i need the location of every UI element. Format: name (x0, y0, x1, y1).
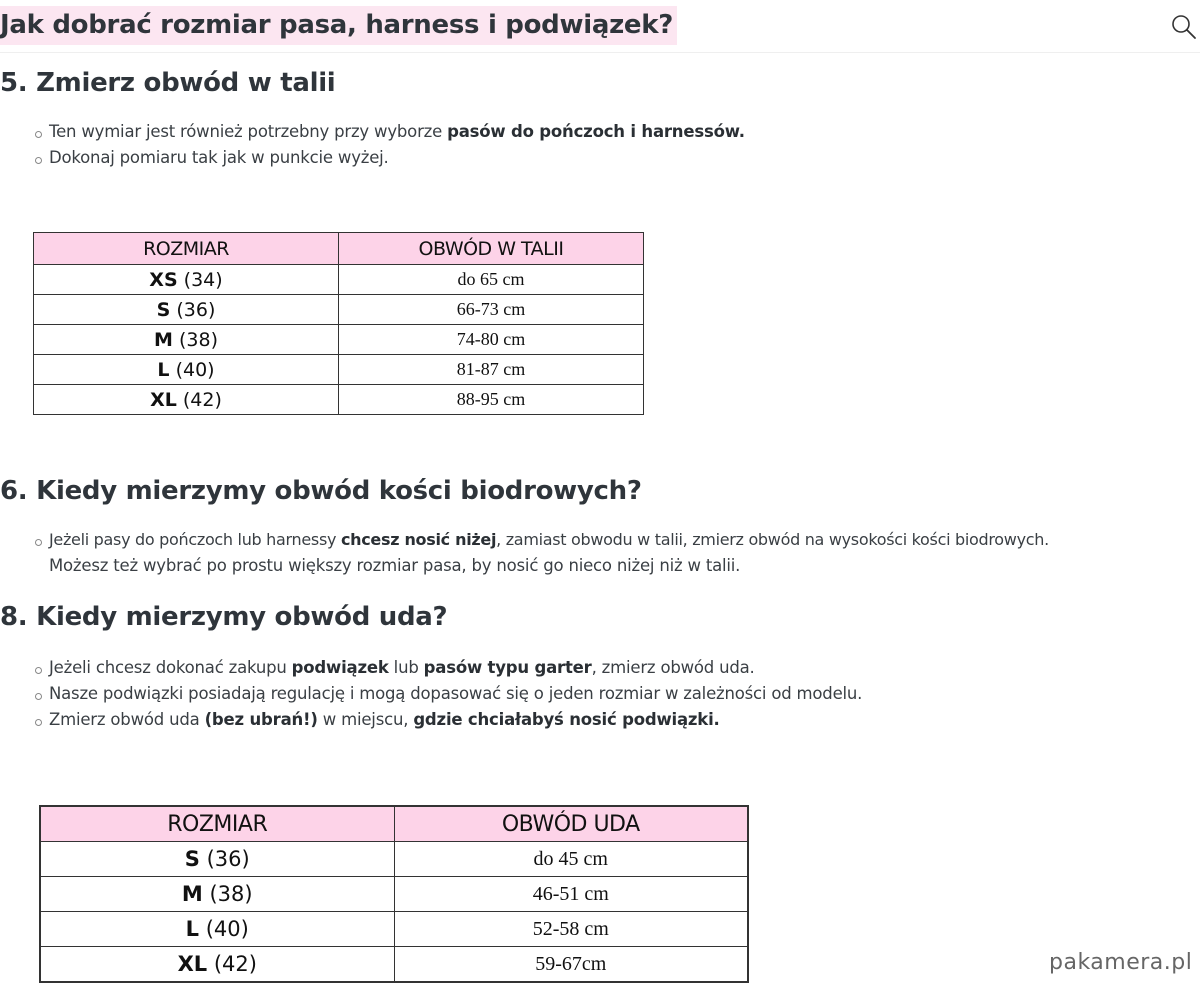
section-heading-thigh: 8. Kiedy mierzymy obwód uda? (0, 602, 448, 632)
table-row (40, 842, 748, 877)
top-bar (0, 0, 1200, 53)
brand-logo: pakamera.pl (1049, 950, 1193, 975)
value-cell: 59-67cm (394, 947, 748, 983)
section-heading-waist: 5. Zmierz obwód w talii (0, 68, 336, 98)
waist-size-table (33, 232, 644, 415)
table-header-row (40, 806, 748, 842)
column-header: OBWÓD W TALII (339, 233, 644, 265)
search-button[interactable] (1170, 13, 1198, 41)
table-row (34, 325, 644, 355)
value-cell: do 45 cm (394, 842, 748, 877)
value-cell: 81-87 cm (339, 355, 644, 385)
size-cell: XL (42) (34, 385, 339, 415)
size-cell: L (40) (40, 912, 394, 947)
section-heading-hip: 6. Kiedy mierzymy obwód kości biodrowych? (0, 476, 642, 506)
list-item: Jeżeli chcesz dokonać zakupu podwiązek lub pasów typu garter, zmierz obwód uda. (34, 655, 862, 681)
list-item: Jeżeli pasy do pończoch lub harnessy chcesz nosić niżej, zamiast obwodu w talii, zmierz obwód na wysokości kości biodrowych. (34, 527, 1049, 553)
table-row (34, 385, 644, 415)
size-cell: XS (34) (34, 265, 339, 295)
section-list-waist (34, 119, 745, 171)
size-cell: S (36) (34, 295, 339, 325)
column-header: ROZMIAR (34, 233, 339, 265)
section-list-hip (34, 527, 1049, 579)
value-cell: 66-73 cm (339, 295, 644, 325)
value-cell: 52-58 cm (394, 912, 748, 947)
list-item: Ten wymiar jest również potrzebny przy wyborze pasów do pończoch i harnessów. (34, 119, 745, 145)
column-header: ROZMIAR (40, 806, 394, 842)
list-item: Dokonaj pomiaru tak jak w punkcie wyżej. (34, 145, 745, 171)
page-title: Jak dobrać rozmiar pasa, harness i podwiązek? (0, 6, 677, 45)
size-cell: XL (42) (40, 947, 394, 983)
value-cell: 88-95 cm (339, 385, 644, 415)
column-header: OBWÓD UDA (394, 806, 748, 842)
size-cell: L (40) (34, 355, 339, 385)
size-cell: M (38) (40, 877, 394, 912)
size-cell: S (36) (40, 842, 394, 877)
table-row (34, 265, 644, 295)
table-row (40, 912, 748, 947)
thigh-size-table (39, 805, 749, 983)
table-row (34, 295, 644, 325)
section-list-thigh (34, 655, 862, 733)
list-item: Nasze podwiązki posiadają regulację i mogą dopasować się o jeden rozmiar w zależności od modelu. (34, 681, 862, 707)
table-row (40, 877, 748, 912)
value-cell: 74-80 cm (339, 325, 644, 355)
list-item: Zmierz obwód uda (bez ubrań!) w miejscu, gdzie chciałabyś nosić podwiązki. (34, 707, 862, 733)
value-cell: 46-51 cm (394, 877, 748, 912)
value-cell: do 65 cm (339, 265, 644, 295)
table-row (40, 947, 748, 983)
size-cell: M (38) (34, 325, 339, 355)
list-item-continuation: Możesz też wybrać po prostu większy rozmiar pasa, by nosić go nieco niżej niż w talii. (49, 556, 741, 575)
table-row (34, 355, 644, 385)
search-icon (1170, 13, 1198, 41)
table-header-row (34, 233, 644, 265)
